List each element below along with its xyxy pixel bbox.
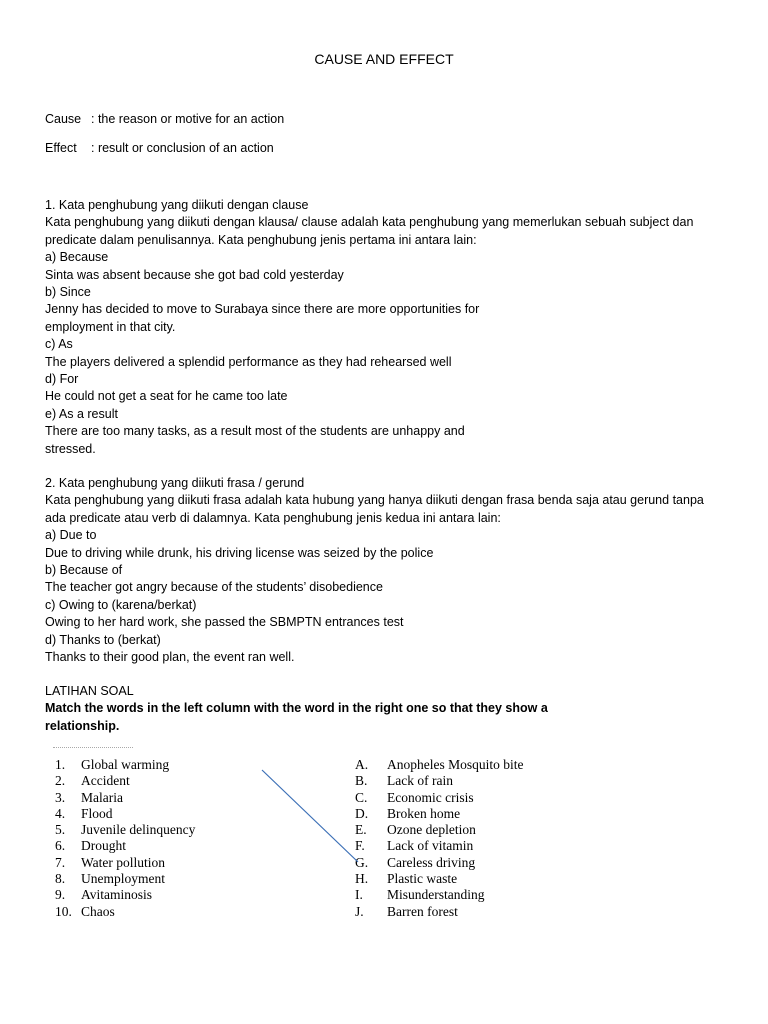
right-item-text: Economic crisis <box>387 789 474 805</box>
definition-term: Cause <box>45 112 82 126</box>
exercise-instruction: relationship. <box>45 718 120 733</box>
section-heading: 1. Kata penghubung yang diikuti dengan clause <box>45 198 309 212</box>
section-heading: 2. Kata penghubung yang diikuti frasa / gerund <box>45 476 305 490</box>
left-item-text: Drought <box>81 838 126 854</box>
definition-text: : result or conclusion of an action <box>91 141 274 155</box>
example-sentence: The teacher got angry because of the students’ disobedience <box>45 580 383 595</box>
example-sentence: The players delivered a splendid performance as they had rehearsed well <box>45 354 452 369</box>
example-sentence: Due to driving while drunk, his driving license was seized by the police <box>45 545 434 560</box>
left-item-number: 7. <box>55 854 66 870</box>
example-sentence: He could not get a seat for he came too late <box>45 389 288 404</box>
right-item-text: Lack of vitamin <box>387 838 474 854</box>
right-item-text: Barren forest <box>387 903 458 919</box>
right-item-text: Plastic waste <box>387 871 458 887</box>
right-item-text: Misunderstanding <box>387 887 485 903</box>
section-description: ada predicate atau verb di dalamnya. Kata penghubung jenis kedua ini antara lain: <box>45 510 501 525</box>
conjunction-label: a) Because <box>45 250 109 265</box>
left-item-text: Unemployment <box>81 871 165 887</box>
right-item-number: D. <box>355 805 369 821</box>
right-item-number: B. <box>355 773 368 789</box>
left-item-number: 1. <box>55 757 66 772</box>
right-item-number: E. <box>355 822 367 838</box>
example-sentence: employment in that city. <box>45 319 176 334</box>
left-item-number: 2. <box>55 773 66 789</box>
left-item-number: 4. <box>55 805 66 821</box>
match-line[interactable] <box>262 770 358 862</box>
example-sentence: Jenny has decided to move to Surabaya since there are more opportunities for <box>45 302 480 317</box>
right-item-text: Broken home <box>387 805 461 821</box>
left-item-number: 8. <box>55 871 66 887</box>
left-item-number: 6. <box>55 838 66 854</box>
conjunction-label: b) Since <box>45 285 91 300</box>
left-item-number: 5. <box>55 822 66 838</box>
right-item-number: A. <box>355 757 369 772</box>
page-title: CAUSE AND EFFECT <box>314 51 454 67</box>
right-item-number: F. <box>355 838 365 854</box>
example-sentence: There are too many tasks, as a result most of the students are unhappy and <box>45 424 465 439</box>
right-item-number: H. <box>355 871 369 887</box>
conjunction-label: d) Thanks to (berkat) <box>45 632 161 647</box>
section-description: predicate dalam penulisannya. Kata penghubung jenis pertama ini antara lain: <box>45 232 477 247</box>
right-item-text: Careless driving <box>387 854 476 870</box>
right-item-number: G. <box>355 854 369 870</box>
conjunction-label: b) Because of <box>45 563 123 578</box>
right-item-number: C. <box>355 789 368 805</box>
section-description: Kata penghubung yang diikuti dengan klausa/ clause adalah kata penghubung yang memerlukan sebuah subject dan <box>45 215 694 230</box>
left-item-number: 3. <box>55 789 66 805</box>
definition-text: : the reason or motive for an action <box>91 112 285 126</box>
example-sentence: stressed. <box>45 441 96 456</box>
section-description: Kata penghubung yang diikuti frasa adalah kata hubung yang hanya diikuti dengan frasa benda saja atau gerund tanpa <box>45 493 704 508</box>
left-item-text: Juvenile delinquency <box>81 822 196 838</box>
left-item-text: Avitaminosis <box>81 887 153 903</box>
left-item-text: Accident <box>81 773 130 789</box>
left-item-text: Malaria <box>81 789 123 805</box>
left-item-number: 10. <box>55 903 72 919</box>
conjunction-label: e) As a result <box>45 406 118 421</box>
example-sentence: Owing to her hard work, she passed the SBMPTN entrances test <box>45 615 404 630</box>
conjunction-label: c) Owing to (karena/berkat) <box>45 597 197 612</box>
right-item-text: Lack of rain <box>387 773 453 789</box>
right-item-number: I. <box>355 887 363 903</box>
right-item-text: Anopheles Mosquito bite <box>387 757 524 772</box>
left-item-text: Global warming <box>81 757 170 772</box>
definition-term: Effect <box>45 141 77 155</box>
left-item-number: 9. <box>55 887 66 903</box>
conjunction-label: d) For <box>45 372 79 387</box>
exercise-instruction: Match the words in the left column with the word in the right one so that they show a <box>45 701 548 716</box>
left-item-text: Chaos <box>81 903 115 919</box>
left-item-text: Flood <box>81 805 113 821</box>
conjunction-label: a) Due to <box>45 528 97 543</box>
left-item-text: Water pollution <box>81 854 166 870</box>
example-sentence: Thanks to their good plan, the event ran well. <box>45 650 295 665</box>
conjunction-label: c) As <box>45 337 73 352</box>
example-sentence: Sinta was absent because she got bad cold yesterday <box>45 267 344 282</box>
right-item-text: Ozone depletion <box>387 822 476 838</box>
right-item-number: J. <box>355 903 364 919</box>
exercise-heading: LATIHAN SOAL <box>45 684 134 698</box>
